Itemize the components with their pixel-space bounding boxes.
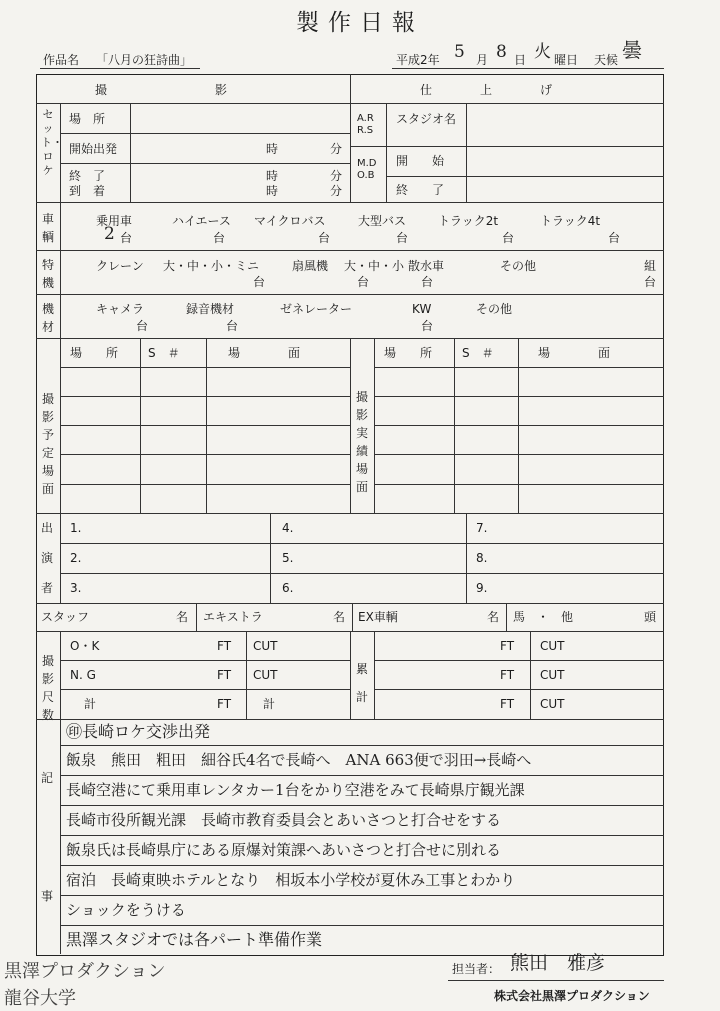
cast-slot-2: 2. [70, 551, 82, 565]
special-unit-2: 台 [357, 275, 370, 289]
cast-label-2: 演 [41, 551, 54, 565]
cast-slot-3: 3. [70, 581, 82, 595]
weekday-value: 火 [534, 42, 551, 62]
work-title: 「八月の狂詩曲」 [96, 53, 193, 67]
car-count: 2 [104, 224, 115, 244]
finish-end-label: 終 了 [396, 183, 445, 197]
ok-ft: FT [217, 639, 232, 653]
special-unit-1: 台 [253, 275, 266, 289]
total-sum-cut: CUT [540, 697, 565, 711]
studio-label: スタジオ名 [396, 112, 457, 126]
unit-3: 台 [318, 231, 331, 245]
note-line-6: 宿泊 長崎東映ホテルとなり 相坂本小学校が夏休み工事とわかり [66, 871, 516, 889]
plan-place-header: 場 所 [70, 346, 119, 360]
extra-unit: 名 [333, 610, 346, 624]
mdob-label: M.D O.B [357, 158, 377, 181]
crane-sizes: 大・中・小・ミニ [163, 259, 260, 273]
weekday-suffix: 曜日 [554, 53, 579, 67]
end-hour: 時 [266, 169, 279, 183]
special-label: 特機 [41, 258, 54, 290]
day-value: 8 [496, 42, 507, 62]
sprinkler-label: 散水車 [408, 259, 445, 273]
finish-start-label: 開 始 [396, 154, 445, 168]
ng-label: N. G [70, 668, 96, 682]
note-line-1: ㊞長崎ロケ交渉出発 [66, 722, 211, 741]
date-underline [392, 68, 664, 69]
page-title: 製作日報 [296, 10, 424, 36]
equip-generator: ゼネレーター [280, 302, 353, 316]
cast-label-3: 者 [41, 581, 54, 595]
total-ng-ft: FT [500, 668, 515, 682]
extra-label: エキストラ [203, 610, 263, 624]
sum-cut-label: 計 [263, 697, 276, 711]
horse-label: 馬 ・ 他 [513, 610, 574, 624]
note-line-3: 長崎空港にて乗用車レンタカー1台をかり空港をみて長崎県庁観光課 [66, 781, 525, 799]
note-line-2: 飯泉 熊田 粗田 細谷氏4名で長崎へ ANA 663便で羽田→長崎へ [66, 751, 532, 769]
unit-5: 台 [502, 231, 515, 245]
staff-label: スタッフ [41, 610, 90, 624]
equipment-label: 機材 [41, 302, 54, 334]
vehicle-hiace: ハイエース [172, 214, 231, 228]
weather-label: 天候 [594, 53, 619, 67]
ng-ft: FT [217, 668, 232, 682]
total-ok-ft: FT [500, 639, 515, 653]
sum-label: 計 [84, 697, 97, 711]
staff-unit: 名 [176, 610, 189, 624]
cast-label-1: 出 [41, 521, 54, 535]
actual-label: 撮影実績場面 [355, 390, 368, 494]
ok-cut: CUT [253, 639, 278, 653]
end-label: 終 了 [69, 169, 106, 183]
equip-unit-2: 台 [226, 319, 239, 333]
vehicle-bus: 大型バス [358, 214, 407, 228]
actual-scene-header: 場 面 [538, 346, 611, 360]
place-label: 場 所 [69, 112, 106, 126]
note-line-7: ショックをうける [66, 901, 186, 919]
cast-slot-6: 6. [282, 581, 294, 595]
watermark-production: 黒澤プロダクション [4, 961, 166, 982]
actual-sno-header: S ＃ [462, 346, 494, 360]
cast-slot-7: 7. [476, 521, 488, 535]
company-name: 株式会社黒澤プロダクション [494, 989, 650, 1003]
equip-unit-1: 台 [136, 319, 149, 333]
horse-unit: 頭 [644, 610, 657, 624]
unit-2: 台 [213, 231, 226, 245]
arrive-hour: 時 [266, 184, 279, 198]
ok-label: O・K [70, 639, 100, 653]
finishing-heading: 仕 上 げ [420, 83, 553, 97]
vehicles-label: 車輌 [41, 212, 54, 244]
ars-label: A.R R.S [357, 113, 374, 136]
cast-slot-5: 5. [282, 551, 294, 565]
work-underline [40, 68, 200, 69]
notes-label-2: 事 [41, 889, 54, 903]
month-value: 5 [454, 42, 465, 62]
total-ng-cut: CUT [540, 668, 565, 682]
total-ok-cut: CUT [540, 639, 565, 653]
manager-name: 熊田 雅彦 [510, 952, 606, 974]
equip-unit-3: 台 [421, 319, 434, 333]
unit-1: 台 [120, 231, 133, 245]
arrive-minute: 分 [330, 184, 343, 198]
note-line-8: 黒澤スタジオでは各パート準備作業 [66, 930, 323, 949]
weather-value: 曇 [622, 38, 642, 62]
watermark-university: 龍谷大学 [4, 988, 76, 1009]
equip-sound: 録音機材 [186, 302, 235, 316]
set-loca-label: セット・ロケ [41, 108, 63, 177]
footage-label: 撮影尺数 [41, 654, 54, 722]
special-unit-3: 台 [421, 275, 434, 289]
shooting-heading: 撮 影 [95, 83, 228, 97]
depart-minute: 分 [330, 142, 343, 156]
fan-sizes: 大・中・小 [344, 259, 405, 273]
depart-label: 開始出発 [69, 142, 118, 156]
cast-slot-9: 9. [476, 581, 488, 595]
arrive-label: 到 着 [69, 184, 106, 198]
cast-slot-1: 1. [70, 521, 82, 535]
vehicle-truck4: トラック4t [540, 214, 601, 228]
sum-ft: FT [217, 697, 232, 711]
other-label: その他 [500, 259, 537, 273]
ex-vehicle-label: EX車輌 [358, 610, 398, 624]
end-minute: 分 [330, 169, 343, 183]
ng-cut: CUT [253, 668, 278, 682]
special-unit-4: 台 [644, 275, 657, 289]
vehicle-car: 乗用車 [96, 214, 133, 228]
total-label: 累計 [355, 662, 368, 704]
cast-slot-8: 8. [476, 551, 488, 565]
work-label: 作品名 [43, 53, 80, 67]
plan-scene-header: 場 面 [228, 346, 301, 360]
depart-hour: 時 [266, 142, 279, 156]
unit-4: 台 [396, 231, 409, 245]
era: 平成2年 [396, 53, 440, 67]
note-line-5: 飯泉氏は長崎県庁にある原爆対策課へあいさつと打合せに別れる [66, 841, 502, 859]
note-line-4: 長崎市役所観光課 長崎市教育委員会とあいさつと打合せをする [66, 811, 502, 829]
cast-slot-4: 4. [282, 521, 294, 535]
manager-label: 担当者： [452, 962, 501, 976]
plan-label: 撮影予定場面 [41, 392, 54, 496]
month-suffix: 月 [476, 53, 489, 67]
equip-other: その他 [476, 302, 513, 316]
group-label: 組 [644, 259, 657, 273]
plan-sno-header: S ＃ [148, 346, 180, 360]
actual-place-header: 場 所 [384, 346, 433, 360]
day-suffix: 日 [514, 53, 527, 67]
fan-label: 扇風機 [292, 259, 329, 273]
equip-camera: キャメラ [96, 302, 145, 316]
total-sum-ft: FT [500, 697, 515, 711]
vehicle-truck2: トラック2t [438, 214, 499, 228]
crane-label: クレーン [96, 259, 144, 273]
unit-6: 台 [608, 231, 621, 245]
ex-vehicle-unit: 名 [487, 610, 500, 624]
equip-kw: KW [412, 302, 432, 316]
notes-label-1: 記 [41, 771, 54, 785]
vehicle-microbus: マイクロバス [254, 214, 326, 228]
